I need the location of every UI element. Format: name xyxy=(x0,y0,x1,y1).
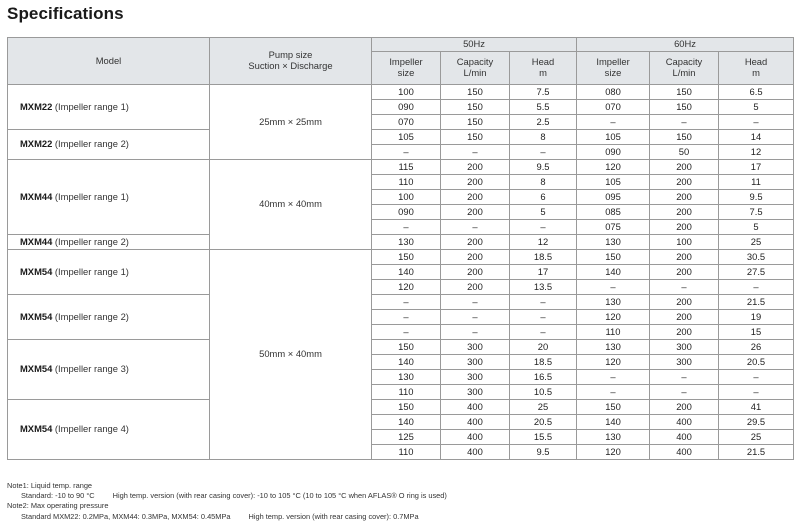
cell-60hz-impeller: 080 xyxy=(577,85,650,100)
cell-60hz-head: 29.5 xyxy=(719,415,794,430)
impeller-range: (Impeller range 1) xyxy=(52,190,129,202)
cell-50hz-impeller: 120 xyxy=(372,280,441,295)
note2-high-temp: High temp. version (with rear casing cover): 0.7MPa xyxy=(248,511,419,521)
note2-detail xyxy=(7,512,447,522)
model-name: MXM44 xyxy=(20,235,53,247)
cell-60hz-capacity: 400 xyxy=(650,430,719,445)
cell-50hz-capacity: 400 xyxy=(441,445,510,460)
cell-50hz-impeller: 100 xyxy=(372,85,441,100)
cell-50hz-capacity: 300 xyxy=(441,355,510,370)
cell-60hz-impeller: 090 xyxy=(577,145,650,160)
cell-50hz-head: 20.5 xyxy=(510,415,577,430)
model-cell xyxy=(8,235,210,250)
model-cell xyxy=(8,250,210,295)
table-row xyxy=(8,235,794,250)
cell-60hz-head: 21.5 xyxy=(719,445,794,460)
cell-50hz-head: – xyxy=(510,310,577,325)
cell-60hz-head: 20.5 xyxy=(719,355,794,370)
cell-50hz-head: 20 xyxy=(510,340,577,355)
cell-50hz-head: 5 xyxy=(510,205,577,220)
impeller-range: (Impeller range 2) xyxy=(52,235,129,247)
cell-50hz-capacity: 400 xyxy=(441,430,510,445)
pump-size-cell: 25mm × 25mm xyxy=(210,85,372,160)
header-head-unit: m xyxy=(752,67,760,78)
cell-60hz-capacity: 300 xyxy=(650,355,719,370)
cell-60hz-impeller: 130 xyxy=(577,430,650,445)
cell-50hz-impeller: 140 xyxy=(372,415,441,430)
table-row xyxy=(8,160,794,175)
cell-60hz-capacity: 200 xyxy=(650,250,719,265)
cell-60hz-impeller: – xyxy=(577,280,650,295)
cell-60hz-head: 27.5 xyxy=(719,265,794,280)
header-50hz: 50Hz xyxy=(372,38,577,52)
cell-50hz-head: – xyxy=(510,295,577,310)
table-row xyxy=(8,340,794,355)
cell-60hz-head: 17 xyxy=(719,160,794,175)
header-60hz-impeller xyxy=(577,52,650,85)
cell-50hz-impeller: 150 xyxy=(372,250,441,265)
table-row xyxy=(8,295,794,310)
header-pump-size-line2: Suction × Discharge xyxy=(248,60,333,71)
cell-60hz-impeller: 085 xyxy=(577,205,650,220)
cell-60hz-head: 15 xyxy=(719,325,794,340)
cell-50hz-impeller: 090 xyxy=(372,205,441,220)
header-50hz-head xyxy=(510,52,577,85)
cell-60hz-capacity: 200 xyxy=(650,265,719,280)
cell-50hz-head: 16.5 xyxy=(510,370,577,385)
header-impeller-label: Impeller xyxy=(596,56,630,68)
table-row xyxy=(8,85,794,100)
header-model: Model xyxy=(8,38,210,85)
cell-50hz-capacity: – xyxy=(441,145,510,160)
cell-50hz-impeller: 070 xyxy=(372,115,441,130)
header-impeller-label: Impeller xyxy=(389,56,423,68)
header-50hz-capacity xyxy=(441,52,510,85)
cell-50hz-impeller: 110 xyxy=(372,385,441,400)
cell-60hz-head: 25 xyxy=(719,430,794,445)
header-pump-size xyxy=(210,38,372,85)
impeller-range: (Impeller range 1) xyxy=(52,265,129,277)
cell-50hz-head: 25 xyxy=(510,400,577,415)
header-60hz-head xyxy=(719,52,794,85)
cell-50hz-capacity: 200 xyxy=(441,205,510,220)
cell-50hz-capacity: – xyxy=(441,220,510,235)
model-name: MXM54 xyxy=(20,423,53,435)
cell-60hz-impeller: 120 xyxy=(577,355,650,370)
cell-60hz-capacity: 200 xyxy=(650,400,719,415)
cell-60hz-capacity: 150 xyxy=(650,100,719,115)
cell-60hz-head: 7.5 xyxy=(719,205,794,220)
cell-50hz-capacity: – xyxy=(441,310,510,325)
header-impeller-unit: size xyxy=(604,67,622,78)
header-pump-size-line1: Pump size xyxy=(268,49,313,61)
cell-60hz-capacity: – xyxy=(650,115,719,130)
cell-50hz-capacity: – xyxy=(441,295,510,310)
cell-60hz-impeller: 140 xyxy=(577,415,650,430)
cell-60hz-head: – xyxy=(719,370,794,385)
cell-60hz-impeller: 120 xyxy=(577,445,650,460)
page-title: Specifications xyxy=(7,4,124,23)
specifications-table xyxy=(7,37,794,460)
cell-60hz-impeller: 130 xyxy=(577,235,650,250)
cell-60hz-capacity: 50 xyxy=(650,145,719,160)
cell-50hz-impeller: 115 xyxy=(372,160,441,175)
note1-high-temp: High temp. version (with rear casing cover): -10 to 105 °C (10 to 105 °C when AFLAS® O ring is used) xyxy=(112,491,447,501)
cell-60hz-head: 5 xyxy=(719,220,794,235)
model-name: MXM22 xyxy=(20,138,53,150)
cell-50hz-capacity: 200 xyxy=(441,280,510,295)
cell-50hz-head: – xyxy=(510,220,577,235)
note1-title: Note1: Liquid temp. range xyxy=(7,481,93,490)
notes xyxy=(7,481,447,522)
model-cell xyxy=(8,160,210,235)
header-60hz-capacity xyxy=(650,52,719,85)
cell-60hz-impeller: 130 xyxy=(577,295,650,310)
cell-60hz-impeller: 150 xyxy=(577,400,650,415)
cell-50hz-head: 9.5 xyxy=(510,445,577,460)
impeller-range: (Impeller range 4) xyxy=(52,423,129,435)
cell-50hz-capacity: 300 xyxy=(441,370,510,385)
cell-60hz-impeller: 110 xyxy=(577,325,650,340)
cell-50hz-impeller: – xyxy=(372,145,441,160)
cell-60hz-head: 5 xyxy=(719,100,794,115)
model-cell xyxy=(8,130,210,160)
model-cell xyxy=(8,295,210,340)
cell-60hz-capacity: 200 xyxy=(650,325,719,340)
cell-60hz-capacity: 300 xyxy=(650,340,719,355)
cell-50hz-impeller: – xyxy=(372,220,441,235)
cell-60hz-head: 26 xyxy=(719,340,794,355)
table-row xyxy=(8,130,794,145)
cell-60hz-head: 14 xyxy=(719,130,794,145)
header-50hz-impeller xyxy=(372,52,441,85)
cell-60hz-impeller: – xyxy=(577,385,650,400)
cell-60hz-head: 25 xyxy=(719,235,794,250)
cell-50hz-head: 6 xyxy=(510,190,577,205)
impeller-range: (Impeller range 2) xyxy=(52,310,129,322)
cell-50hz-capacity: 200 xyxy=(441,235,510,250)
cell-60hz-head: 30.5 xyxy=(719,250,794,265)
header-capacity-unit: L/min xyxy=(672,67,696,78)
cell-60hz-capacity: 400 xyxy=(650,415,719,430)
header-head-label: Head xyxy=(744,56,768,68)
cell-50hz-capacity: 200 xyxy=(441,175,510,190)
cell-60hz-capacity: 100 xyxy=(650,235,719,250)
cell-60hz-head: – xyxy=(719,115,794,130)
cell-50hz-head: 17 xyxy=(510,265,577,280)
model-name: MXM54 xyxy=(20,265,53,277)
cell-50hz-capacity: 200 xyxy=(441,250,510,265)
model-name: MXM54 xyxy=(20,363,53,375)
cell-60hz-head: 9.5 xyxy=(719,190,794,205)
model-cell xyxy=(8,85,210,130)
cell-50hz-head: 9.5 xyxy=(510,160,577,175)
cell-50hz-impeller: – xyxy=(372,310,441,325)
cell-60hz-impeller: 130 xyxy=(577,340,650,355)
cell-50hz-impeller: 090 xyxy=(372,100,441,115)
cell-60hz-impeller: 105 xyxy=(577,175,650,190)
cell-60hz-head: – xyxy=(719,385,794,400)
cell-60hz-capacity: 200 xyxy=(650,295,719,310)
header-capacity-unit: L/min xyxy=(463,67,487,78)
impeller-range: (Impeller range 1) xyxy=(52,100,129,112)
cell-60hz-impeller: – xyxy=(577,370,650,385)
model-cell xyxy=(8,400,210,460)
pump-size-cell: 50mm × 40mm xyxy=(210,250,372,460)
header-capacity-label: Capacity xyxy=(456,56,494,68)
cell-50hz-head: 18.5 xyxy=(510,355,577,370)
cell-60hz-head: 19 xyxy=(719,310,794,325)
cell-60hz-capacity: 200 xyxy=(650,160,719,175)
specifications-body xyxy=(8,85,794,460)
cell-60hz-capacity: 200 xyxy=(650,205,719,220)
header-head-unit: m xyxy=(539,67,547,78)
cell-50hz-impeller: 130 xyxy=(372,235,441,250)
cell-50hz-impeller: – xyxy=(372,295,441,310)
cell-50hz-head: 10.5 xyxy=(510,385,577,400)
cell-60hz-capacity: – xyxy=(650,370,719,385)
impeller-range: (Impeller range 2) xyxy=(52,138,129,150)
cell-60hz-head: 6.5 xyxy=(719,85,794,100)
cell-60hz-capacity: – xyxy=(650,385,719,400)
cell-50hz-head: – xyxy=(510,145,577,160)
cell-60hz-capacity: 150 xyxy=(650,130,719,145)
note2-title: Note2: Max operating pressure xyxy=(7,501,109,511)
cell-50hz-capacity: 300 xyxy=(441,340,510,355)
cell-60hz-head: 12 xyxy=(719,145,794,160)
cell-50hz-capacity: 400 xyxy=(441,415,510,430)
cell-60hz-head: 11 xyxy=(719,175,794,190)
cell-50hz-capacity: – xyxy=(441,325,510,340)
note1-detail xyxy=(7,491,447,501)
cell-60hz-impeller: 140 xyxy=(577,265,650,280)
cell-50hz-impeller: 110 xyxy=(372,175,441,190)
cell-50hz-impeller: 100 xyxy=(372,190,441,205)
cell-60hz-head: 41 xyxy=(719,400,794,415)
cell-50hz-head: 8 xyxy=(510,175,577,190)
cell-60hz-impeller: 105 xyxy=(577,130,650,145)
cell-50hz-capacity: 200 xyxy=(441,265,510,280)
table-row xyxy=(8,400,794,415)
model-cell xyxy=(8,340,210,400)
cell-60hz-capacity: 400 xyxy=(650,445,719,460)
cell-60hz-capacity: 150 xyxy=(650,85,719,100)
note2-standard: Standard MXM22: 0.2MPa, MXM44: 0.3MPa, MXM54: 0.45MPa xyxy=(21,511,231,521)
cell-50hz-capacity: 400 xyxy=(441,400,510,415)
cell-50hz-head: 15.5 xyxy=(510,430,577,445)
table-row xyxy=(8,250,794,265)
cell-50hz-capacity: 300 xyxy=(441,385,510,400)
header-impeller-unit: size xyxy=(397,67,415,78)
note1-standard: Standard: -10 to 90 °C xyxy=(21,491,95,501)
header-capacity-label: Capacity xyxy=(665,56,703,68)
cell-50hz-head: 8 xyxy=(510,130,577,145)
cell-60hz-impeller: 150 xyxy=(577,250,650,265)
model-name: MXM22 xyxy=(20,100,53,112)
cell-50hz-impeller: 150 xyxy=(372,340,441,355)
cell-60hz-impeller: 070 xyxy=(577,100,650,115)
header-60hz: 60Hz xyxy=(577,38,794,52)
cell-60hz-capacity: 200 xyxy=(650,310,719,325)
cell-50hz-capacity: 150 xyxy=(441,85,510,100)
cell-50hz-head: 7.5 xyxy=(510,85,577,100)
cell-50hz-head: – xyxy=(510,325,577,340)
cell-50hz-head: 12 xyxy=(510,235,577,250)
model-name: MXM54 xyxy=(20,310,53,322)
model-name: MXM44 xyxy=(20,190,53,202)
cell-60hz-head: 21.5 xyxy=(719,295,794,310)
cell-60hz-impeller: – xyxy=(577,115,650,130)
cell-50hz-impeller: 105 xyxy=(372,130,441,145)
cell-50hz-head: 18.5 xyxy=(510,250,577,265)
cell-50hz-impeller: 110 xyxy=(372,445,441,460)
cell-50hz-capacity: 150 xyxy=(441,130,510,145)
cell-50hz-head: 13.5 xyxy=(510,280,577,295)
cell-60hz-capacity: – xyxy=(650,280,719,295)
cell-60hz-capacity: 200 xyxy=(650,175,719,190)
header-head-label: Head xyxy=(531,56,555,68)
cell-50hz-capacity: 200 xyxy=(441,160,510,175)
cell-50hz-impeller: 140 xyxy=(372,355,441,370)
impeller-range: (Impeller range 3) xyxy=(52,363,129,375)
cell-50hz-capacity: 150 xyxy=(441,100,510,115)
cell-50hz-impeller: 150 xyxy=(372,400,441,415)
cell-50hz-head: 2.5 xyxy=(510,115,577,130)
pump-size-cell: 40mm × 40mm xyxy=(210,160,372,250)
cell-60hz-impeller: 120 xyxy=(577,310,650,325)
cell-60hz-head: – xyxy=(719,280,794,295)
cell-50hz-head: 5.5 xyxy=(510,100,577,115)
cell-50hz-capacity: 150 xyxy=(441,115,510,130)
cell-50hz-impeller: 130 xyxy=(372,370,441,385)
cell-60hz-impeller: 075 xyxy=(577,220,650,235)
cell-50hz-impeller: 140 xyxy=(372,265,441,280)
cell-60hz-capacity: 200 xyxy=(650,190,719,205)
cell-60hz-impeller: 095 xyxy=(577,190,650,205)
cell-60hz-capacity: 200 xyxy=(650,220,719,235)
cell-50hz-capacity: 200 xyxy=(441,190,510,205)
cell-50hz-impeller: – xyxy=(372,325,441,340)
cell-50hz-impeller: 125 xyxy=(372,430,441,445)
cell-60hz-impeller: 120 xyxy=(577,160,650,175)
